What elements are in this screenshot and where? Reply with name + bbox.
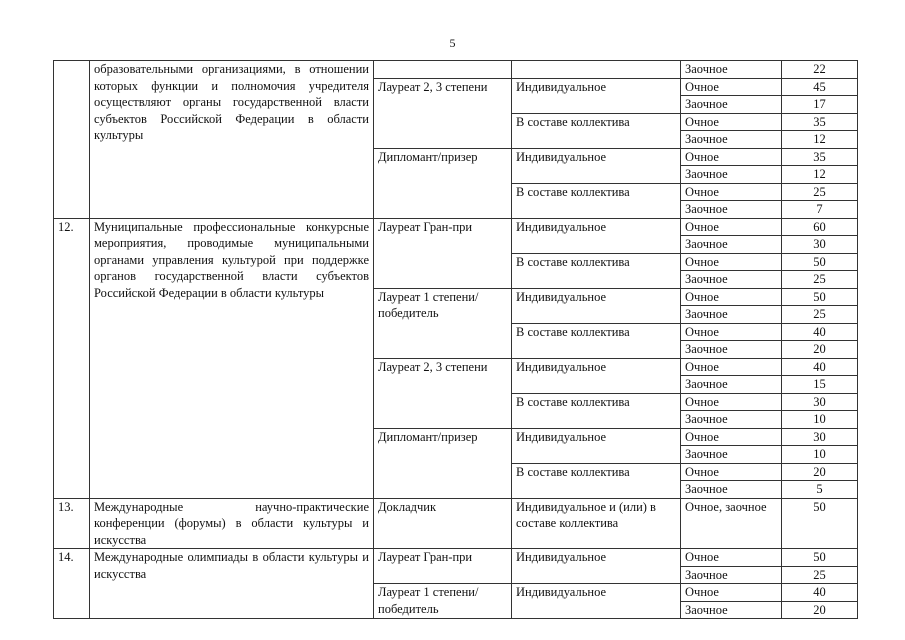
score-cell: 30 (782, 428, 858, 446)
score-cell: 22 (782, 61, 858, 79)
participation-cell (512, 61, 681, 79)
participation-cell: В составе коллектива (512, 113, 681, 148)
form-cell: Заочное (681, 446, 782, 464)
participation-cell: Индивидуальное (512, 584, 681, 619)
form-cell: Очное (681, 253, 782, 271)
form-cell: Заочное (681, 271, 782, 289)
score-cell: 40 (782, 584, 858, 602)
form-cell: Очное (681, 358, 782, 376)
status-cell: Лауреат Гран-при (374, 549, 512, 584)
status-cell: Дипломант/призер (374, 428, 512, 498)
table-row (54, 498, 858, 549)
description-cell: образовательными организациями, в отношении которых функции и полномочия учредителя осуществляют органы государственной власти субъектов Российской Федерации в области культуры (90, 61, 374, 219)
score-cell: 25 (782, 566, 858, 584)
status-cell: Лауреат 2, 3 степени (374, 358, 512, 428)
status-cell: Лауреат 1 степени/ победитель (374, 584, 512, 619)
score-cell: 15 (782, 376, 858, 394)
form-cell: Очное (681, 78, 782, 96)
status-cell (374, 61, 512, 79)
form-cell: Очное (681, 428, 782, 446)
description-cell: Муниципальные профессиональные конкурсные мероприятия, проводимые муниципальными органами управления культурой при поддержке органов государственной власти субъектов Российской Федерации в области культуры (90, 218, 374, 498)
form-cell: Заочное (681, 96, 782, 114)
table-row (54, 61, 858, 79)
participation-cell: В составе коллектива (512, 463, 681, 498)
status-cell: Лауреат 2, 3 степени (374, 78, 512, 148)
description-cell: Международные научно-практические конференции (форумы) в области культуры и искусства (90, 498, 374, 549)
participation-cell: Индивидуальное (512, 78, 681, 113)
form-cell: Очное (681, 113, 782, 131)
score-cell: 5 (782, 481, 858, 499)
description-cell: Международные олимпиады в области культуры и искусства (90, 549, 374, 619)
score-cell: 10 (782, 411, 858, 429)
form-cell: Очное (681, 393, 782, 411)
score-cell: 50 (782, 288, 858, 306)
score-cell: 30 (782, 393, 858, 411)
participation-cell: Индивидуальное (512, 549, 681, 584)
participation-cell: В составе коллектива (512, 183, 681, 218)
form-cell: Заочное (681, 566, 782, 584)
form-cell: Очное (681, 584, 782, 602)
score-cell: 30 (782, 236, 858, 254)
participation-cell: Индивидуальное и (или) в составе коллектива (512, 498, 681, 549)
form-cell: Заочное (681, 481, 782, 499)
table-row (54, 549, 858, 567)
form-cell: Заочное (681, 166, 782, 184)
form-cell: Заочное (681, 236, 782, 254)
form-cell: Заочное (681, 341, 782, 359)
status-cell: Дипломант/призер (374, 148, 512, 218)
score-cell: 50 (782, 498, 858, 549)
form-cell: Заочное (681, 376, 782, 394)
score-cell: 20 (782, 341, 858, 359)
score-cell: 50 (782, 549, 858, 567)
row-number-cell: 13. (54, 498, 90, 549)
form-cell: Очное (681, 323, 782, 341)
form-cell: Заочное (681, 61, 782, 79)
form-cell: Очное (681, 463, 782, 481)
score-cell: 45 (782, 78, 858, 96)
participation-cell: Индивидуальное (512, 358, 681, 393)
form-cell: Заочное (681, 201, 782, 219)
form-cell: Заочное (681, 131, 782, 149)
form-cell: Очное (681, 288, 782, 306)
row-number-cell (54, 61, 90, 219)
participation-cell: Индивидуальное (512, 428, 681, 463)
participation-cell: В составе коллектива (512, 323, 681, 358)
form-cell: Заочное (681, 306, 782, 324)
row-number-cell: 14. (54, 549, 90, 619)
form-cell: Очное (681, 148, 782, 166)
score-cell: 50 (782, 253, 858, 271)
form-cell: Очное (681, 183, 782, 201)
score-cell: 25 (782, 271, 858, 289)
score-cell: 40 (782, 323, 858, 341)
participation-cell: Индивидуальное (512, 148, 681, 183)
table-row (54, 218, 858, 236)
status-cell: Докладчик (374, 498, 512, 549)
score-cell: 10 (782, 446, 858, 464)
score-cell: 17 (782, 96, 858, 114)
form-cell: Очное (681, 549, 782, 567)
score-cell: 12 (782, 166, 858, 184)
participation-cell: В составе коллектива (512, 393, 681, 428)
participation-cell: Индивидуальное (512, 288, 681, 323)
score-cell: 40 (782, 358, 858, 376)
form-cell: Заочное (681, 411, 782, 429)
status-cell: Лауреат Гран-при (374, 218, 512, 288)
score-cell: 20 (782, 601, 858, 619)
score-cell: 35 (782, 148, 858, 166)
participation-cell: В составе коллектива (512, 253, 681, 288)
form-cell: Заочное (681, 601, 782, 619)
score-cell: 7 (782, 201, 858, 219)
score-cell: 25 (782, 183, 858, 201)
form-cell: Очное (681, 218, 782, 236)
score-cell: 60 (782, 218, 858, 236)
score-cell: 25 (782, 306, 858, 324)
score-cell: 12 (782, 131, 858, 149)
page-number: 5 (449, 36, 456, 50)
status-cell: Лауреат 1 степени/ победитель (374, 288, 512, 358)
score-cell: 20 (782, 463, 858, 481)
participation-cell: Индивидуальное (512, 218, 681, 253)
row-number-cell: 12. (54, 218, 90, 498)
criteria-table (53, 60, 858, 619)
form-cell: Очное, заочное (681, 498, 782, 549)
score-cell: 35 (782, 113, 858, 131)
